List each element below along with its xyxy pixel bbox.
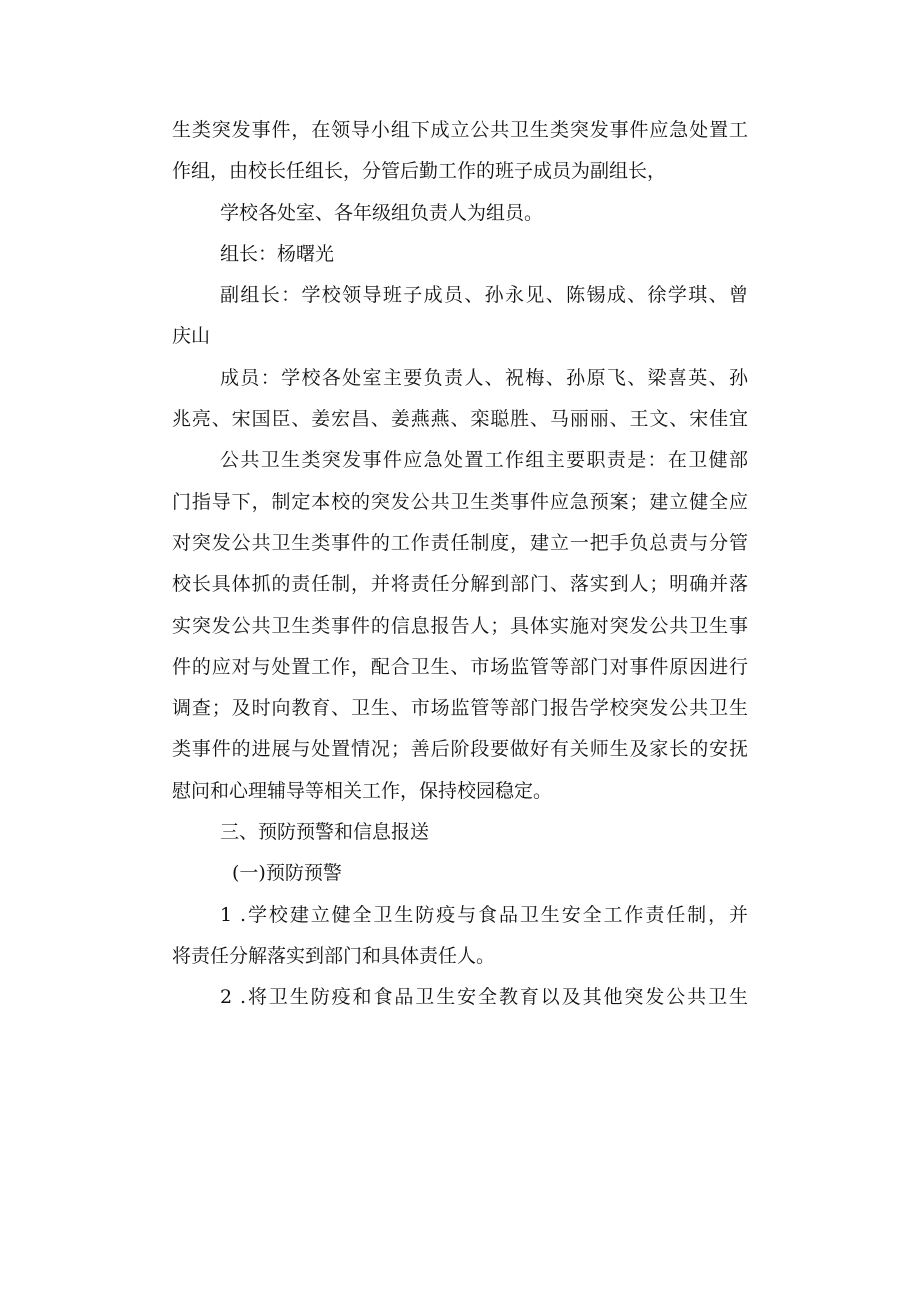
text-line: 兆亮、宋国臣、姜宏昌、姜燕燕、栾聪胜、马丽丽、王文、宋佳宜 [172,408,748,431]
text-line: 对突发公共卫生类事件的工作责任制度，建立一把手负总责与分管 [172,531,748,554]
text-line: 成员：学校各处室主要负责人、祝梅、孙原飞、梁喜英、孙 [220,366,748,389]
text-line: 调查；及时向教育、卫生、市场监管等部门报告学校突发公共卫生 [172,697,748,720]
document-page [172,110,748,1019]
text-line: 学校各处室、各年级组负责人为组员。 [220,201,544,224]
text-line: 作组，由校长任组长，分管后勤工作的班子成员为副组长， [172,160,667,183]
text-line: 公共卫生类突发事件应急处置工作组主要职责是：在卫健部 [220,449,748,472]
text-line: 1 .学校建立健全卫生防疫与食品卫生安全工作责任制，并 [220,903,748,926]
text-line: 件的应对与处置工作，配合卫生、市场监管等部门对事件原因进行 [172,655,748,678]
text-line: 将责任分解落实到部门和具体责任人。 [172,944,496,967]
text-line: 慰问和心理辅导等相关工作，保持校园稳定。 [172,779,553,802]
section-heading: 三、预防预警和信息报送 [220,821,430,844]
text-line: 校长具体抓的责任制，并将责任分解到部门、落实到人；明确并落 [172,573,748,596]
subsection-heading: (一)预防预警 [232,862,342,885]
text-line: 副组长：学校领导班子成员、孙永见、陈锡成、徐学琪、曾 [220,284,748,307]
text-line: 组长：杨曙光 [220,242,335,265]
text-line: 实突发公共卫生类事件的信息报告人；具体实施对突发公共卫生事 [172,614,748,637]
text-line: 庆山 [172,325,211,348]
text-line: 生类突发事件，在领导小组下成立公共卫生类突发事件应急处置工 [172,119,748,141]
text-line: 类事件的进展与处置情况；善后阶段要做好有关师生及家长的安抚 [172,738,748,761]
text-line: 2 .将卫生防疫和食品卫生安全教育以及其他突发公共卫生 [220,986,748,1009]
text-line: 门指导下，制定本校的突发公共卫生类事件应急预案；建立健全应 [172,490,748,513]
